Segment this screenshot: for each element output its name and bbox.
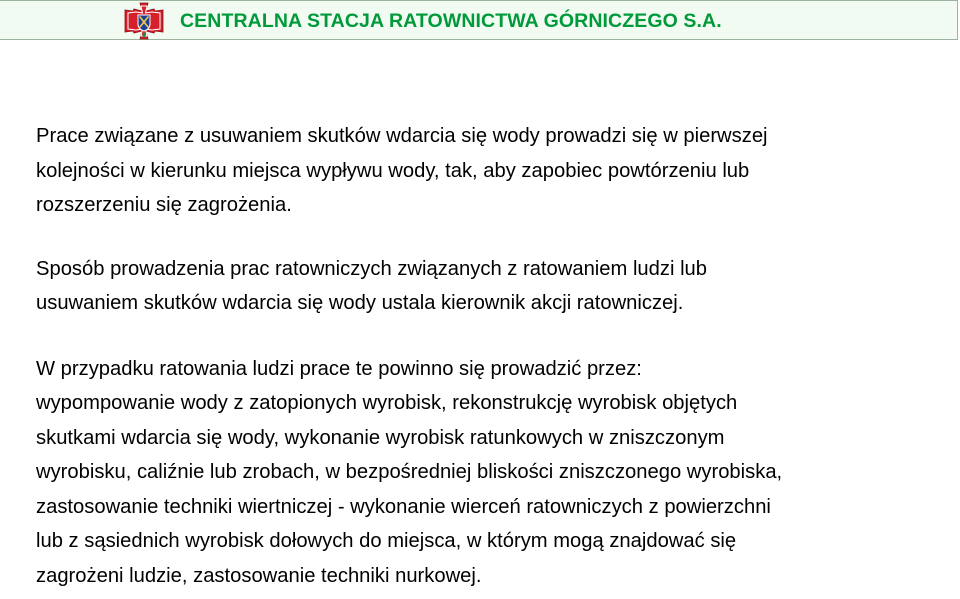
paragraph-line: W przypadku ratowania ludzi prace te powinno się prowadzić przez:: [36, 357, 642, 380]
paragraph-line: rozszerzeniu się zagrożenia.: [36, 194, 292, 216]
header-bar: [0, 0, 958, 40]
paragraph-rescue-method: [36, 252, 936, 321]
paragraph-line: Sposób prowadzenia prac ratowniczych związanych z ratowaniem ludzi lub: [36, 257, 708, 280]
paragraph-line: wyrobisku, caliźnie lub zrobach, w bezpośredniej bliskości zniszczonego wyrobiska,: [36, 461, 783, 483]
paragraph-line: zagrożeni ludzie, zastosowanie techniki nurkowej.: [36, 564, 482, 587]
header-title: CENTRALNA STACJA RATOWNICTWA GÓRNICZEGO S.A.: [180, 10, 722, 32]
paragraph-line: zastosowanie techniki wiertniczej - wykonanie wierceń ratowniczych z powierzchni: [36, 495, 771, 518]
paragraph-line: usuwaniem skutków wdarcia się wody ustala kierownik akcji ratowniczej.: [36, 292, 684, 314]
paragraph-line: Prace związane z usuwaniem skutków wdarcia się wody prowadzi się w pierwszej: [36, 125, 768, 147]
paragraph-line: skutkami wdarcia się wody, wykonanie wyrobisk ratunkowych w zniszczonym: [36, 426, 725, 449]
paragraph-rescue-works: [36, 352, 936, 594]
mine-rescue-cross-emblem-icon: [124, 2, 164, 40]
paragraph-line: kolejności w kierunku miejsca wypływu wody, tak, aby zapobiec powtórzeniu lub: [36, 159, 750, 182]
paragraph-water-removal: [36, 119, 936, 223]
document-body: [36, 119, 936, 593]
paragraph-line: wypompowanie wody z zatopionych wyrobisk, rekonstrukcję wyrobisk objętych: [36, 392, 738, 414]
paragraph-line: lub z sąsiednich wyrobisk dołowych do miejsca, w którym mogą znajdować się: [36, 530, 737, 552]
